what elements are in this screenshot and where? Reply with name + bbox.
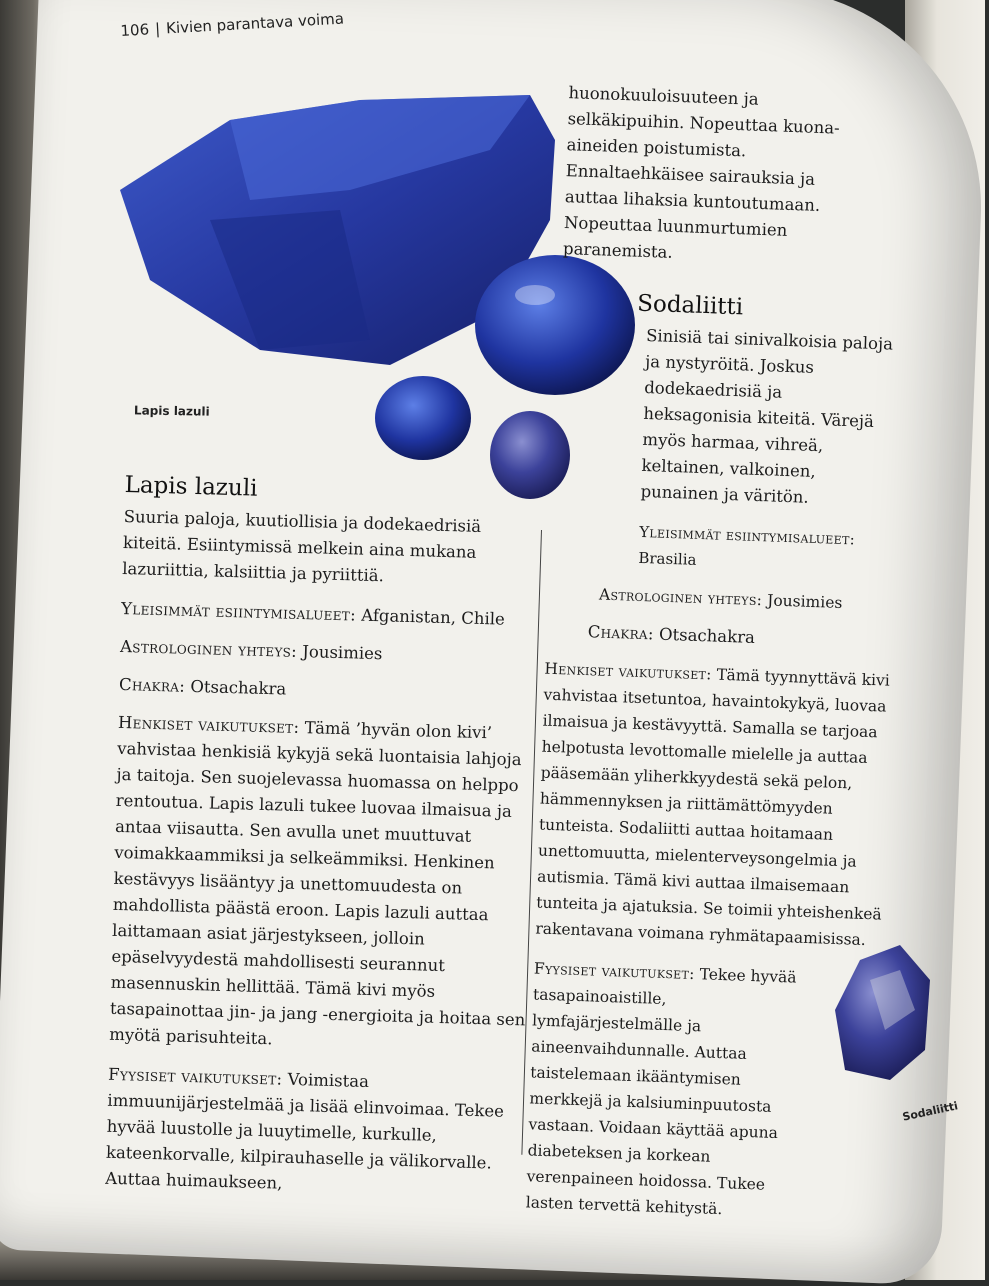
sodaliitti-title: Sodaliitti <box>636 290 744 321</box>
field-label: Yleisimmät esiintymisalueet: <box>638 522 856 549</box>
lapis-section <box>105 472 545 1217</box>
sodaliitti-physical-effects <box>525 955 804 1224</box>
field-label: Astrologinen yhteys: <box>598 585 763 610</box>
header-separator: | <box>154 19 161 39</box>
right-column <box>525 80 935 1242</box>
lapis-astrology <box>120 634 541 672</box>
lapis-continued-text: huonokuuloisuuteen ja selkäkipuihin. Nopeuttaa kuona-aineiden poistumista. Ennaltaehkäisee sairauksia ja auttaa lihaksia kuntoutumaan. Nopeuttaa luunmurtumien paranemista. <box>562 83 841 262</box>
lapis-physical-effects <box>105 1062 528 1204</box>
photo-caption-sodaliitti: Sodaliitti <box>901 1099 960 1124</box>
field-label: Chakra: <box>587 622 655 644</box>
lapis-mental-effects <box>109 710 538 1060</box>
sodaliitti-chakra <box>587 619 916 656</box>
chapter-title: Kivien parantava voima <box>165 9 345 38</box>
sodaliitti-occurrence <box>638 519 900 580</box>
sodaliitti-astrology <box>599 582 918 619</box>
field-label: Chakra: <box>118 674 186 696</box>
field-label: Yleisimmät esiintymisalueet: <box>120 598 357 625</box>
photo-caption-lapis: Lapis lazuli <box>133 403 210 419</box>
field-value: Jousimies <box>302 642 383 664</box>
field-label: Henkiset vaikutukset: <box>117 712 300 737</box>
paragraph-text: Tämä tyynnyttävä kivi vahvistaa itsetuntoa, havaintokykyä, luovaa ilmaisua ja kestävyyttä. Samalla se tarjoaa helpotusta levottomalle mielelle ja auttaa pääsemään yliherkkyydestä sekä pelon, hämmennyksen ja riittämättömyyden tunteista. Sodaliitti auttaa hoitamaan unettomuutta, mielenterveysongelmia ja autismia. Tämä kivi auttaa ilmaisemaan tunteita ja ajatuksia. Se toimii yhteishenkeä rakentavana voimana ryhmätapaamisissa. <box>535 665 891 950</box>
field-label: Fyysiset vaikutukset: <box>533 959 696 984</box>
sodaliitti-mental-effects <box>535 656 915 955</box>
lapis-title: Lapis lazuli <box>124 472 258 502</box>
field-value: Afganistan, Chile <box>360 605 506 629</box>
field-value: Otsachakra <box>658 624 756 647</box>
field-label: Astrologinen yhteys: <box>119 636 298 661</box>
lapis-lazuli-photo <box>110 80 580 510</box>
lapis-chakra <box>119 672 540 710</box>
paragraph-text: Tämä ’hyvän olon kivi’ vahvistaa henkisiä kykyjä sekä luontaisia lahjoja ja taitoja. Sen suojelevassa huomassa on helppo rentoutua. Lapis lazuli tukee luovaa ilmaisua ja antaa viisautta. Sen avulla unet muuttuvat voimakkaammiksi ja selkeämmiksi. Henkinen kestävyys lisääntyy ja unettomuudesta on mahdollista päästä eroon. Lapis lazuli auttaa laittamaan asiat järjestykseen, jolloin epäselvyydestä mahdollisesti seurannut masennuskin hellittää. Tämä kivi myös tasapainottaa jin- ja jang -energioita ja hoitaa sen myötä parisuhteita. <box>109 718 526 1049</box>
stone-highlight <box>515 285 555 305</box>
page-number: 106 <box>120 20 150 40</box>
lapis-occurrence <box>121 596 542 634</box>
sodaliitti-description: Sinisiä tai sinivalkoisia paloja ja nystyröitä. Joskus dodekaedrisiä ja heksagonisia kiteitä. Värejä myös harmaa, vihreä, keltainen, valkoinen, punainen ja väritön. <box>640 325 894 507</box>
field-value: Otsachakra <box>190 676 287 699</box>
paragraph-text: Tekee hyvää tasapainoaistille, lymfajärjestelmälle ja aineenvaihdunnalle. Auttaa taistelemaan ikääntymisen merkkejä ja kalsiuminpuutosta vastaan. Voidaan käyttää apuna diabeteksen ja korkean verenpaineen hoidossa. Tukee lasten tervettä kehitystä. <box>525 965 797 1219</box>
field-label: Fyysiset vaikutukset: <box>107 1064 283 1089</box>
field-label: Henkiset vaikutukset: <box>544 659 713 684</box>
paragraph-text: Voimistaa immuunijärjestelmää ja lisää elinvoimaa. Tekee hyvää luustolle ja luuytimelle, kurkulle, kateenkorvalle, kilpirauhaselle ja välikorvalle. Auttaa huimaukseen, <box>105 1069 505 1193</box>
field-value: Brasilia <box>638 548 697 569</box>
lapis-description: Suuria paloja, kuutiollisia ja dodekaedrisiä kiteitä. Esiintymissä melkein aina mukana lazuriittia, kalsiittia ja pyriittiä. <box>122 506 482 586</box>
field-value: Jousimies <box>766 591 843 612</box>
lapis-small-stone <box>375 376 471 460</box>
